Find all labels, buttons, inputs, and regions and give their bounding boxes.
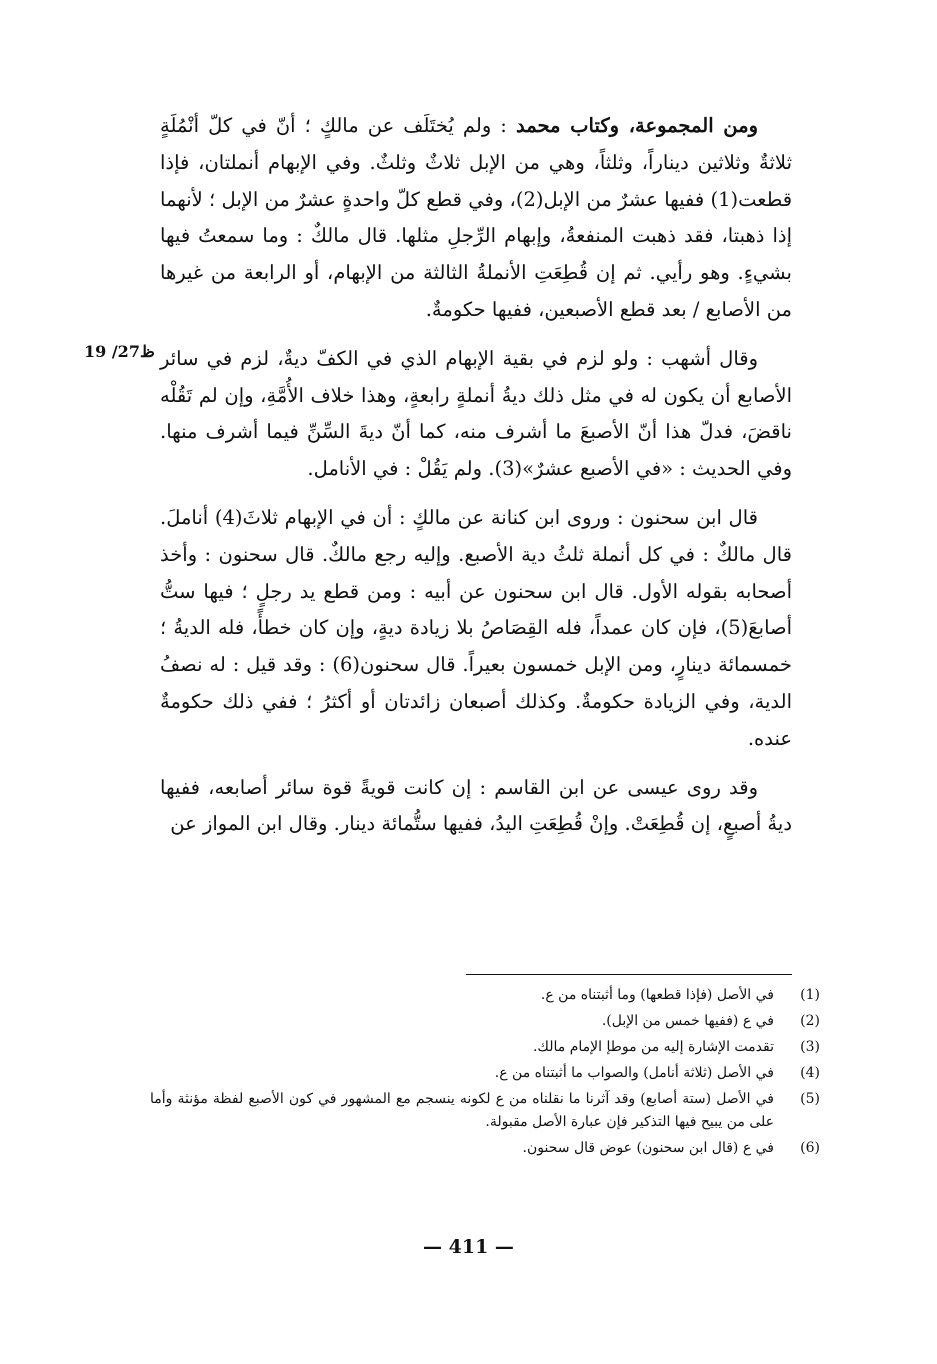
footnote-number: (6) [800, 1140, 820, 1156]
footnote-number: (1) [800, 987, 820, 1003]
page-number: — 411 — [423, 1236, 514, 1258]
footnote-text: تقدمت الإشارة إليه من موطإ الإمام مالك. [532, 1039, 774, 1055]
footnotes [150, 984, 820, 1163]
footnote [150, 1137, 820, 1160]
paragraph-2 [160, 341, 792, 488]
paragraph-text: وقد روى عيسى عن ابن القاسم : إن كانت قويةً قوة سائر أصابعه، ففيها ديةُ أصبعٍ، إن قُطِعَتْ. وإنْ قُطِعَتِ اليدُ، ففيها ستُّمائة دينار. وقال ابن المواز عن [160, 775, 792, 836]
footnote [150, 1088, 820, 1134]
footnote-number: (2) [800, 1013, 820, 1029]
paragraph-lead: ومن المجموعة، وكتاب محمد [515, 114, 759, 137]
paragraph-text: : ولم يُختَلَف عن مالكٍ ؛ أنّ في كلّ أنْمُلَةٍ ثلاثةٌ وثلاثين ديناراً، وثلثاً، وهي من الإبل ثلاثٌ وثلثٌ. وفي الإبهام أنملتان، فإذا قطعت(1) ففيها عشرٌ من الإبل(2)، وفي قطع كلّ واحدةٍ عشرٌ من الإبل ؛ لأنهما إذا ذهبتا، فقد ذهبت المنفعةُ، وإبهام الرِّجلِ مثلها. قال مالكٌ : وما سمعتُ فيها بشيءٍ. وهو رأيي. ثم إن قُطِعَتِ الأنملةُ الثالثة من الإبهام، أو الرابعة من غيرها من الأصابع / بعد قطع الأصبعين، ففيها حكومةٌ. [160, 114, 793, 321]
paragraph-text: قال ابن سحنون : وروى ابن كنانة عن مالكٍ : أن في الإبهام ثلاثَ(4) أناملَ. قال مالكٌ : في كل أنملة ثلثُ دية الأصبع. وإليه رجع مالكٌ. قال سحنون : وأخذ أصحابه بقوله الأول. قال ابن سحنون عن أبيه : ومن قطع يد رجلٍ ؛ فيها ستُّ أصابعَ(5)، فإن كان عمداً، فله القِصَاصُ بلا زيادة ديةٍ، وإن كان خطأً، فله الديةُ ؛ خمسمائة دينارٍ، ومن الإبل خمسون بعيراً. قال سحنون(6) : وقد قيل : له نصفُ الدية، وفي الزيادة حكومةٌ. وكذلك أصبعان زائدتان أو أكثرُ ؛ ففي ذلك حكومةٌ عنده. [160, 505, 792, 750]
manuscript-folio-note: 19 /27ظ [84, 342, 155, 361]
footnote [150, 984, 820, 1007]
footnote-number: (5) [800, 1091, 820, 1107]
footnote [150, 1010, 820, 1033]
footnote-number: (4) [800, 1065, 820, 1081]
footnote-divider [466, 974, 792, 975]
main-text [160, 108, 792, 855]
paragraph-1 [160, 108, 792, 329]
footnote-text: في الأصل (ستة أصابع) وقد آثرنا ما نقلناه من ع لكونه ينسجم مع المشهور في كون الأصبع لفظة مؤنثة وأما على من يبيح فيها التذكير فإن عبارة الأصل مقبولة. [150, 1091, 775, 1130]
paragraph-text: وقال أشهب : ولو لزم في بقية الإبهام الذي في الكفّ ديةٌ، لزم في سائر الأصابع أن يكون له في مثل ذلك ديةُ أنملةٍ رابعةٍ، وهذا خلاف الأُمَّةِ، وإن لم تَقُلْه ناقضَ، فدلّ هذا أنّ الأصبعَ ما أشرف منه، كما أنّ ديةَ السِّنِّ فيما أشرف منها. وفي الحديث : «في الأصبع عشرٌ»(3). ولم يَقُلْ : في الأنامل. [160, 346, 792, 481]
footnote-text: في الأصل (ثلاثة أنامل) والصواب ما أثبتناه من ع. [494, 1065, 774, 1081]
footnote [150, 1036, 820, 1059]
footnote-text: في الأصل (فإذا قطعها) وما أثبتناه من ع. [540, 987, 774, 1003]
footnote [150, 1062, 820, 1085]
footnote-text: في ع (قال ابن سحنون) عوض قال سحنون. [522, 1140, 774, 1156]
paragraph-4 [160, 770, 792, 844]
paragraph-3 [160, 500, 792, 758]
footnote-text: في ع (ففيها خمس من الإبل). [601, 1013, 774, 1029]
footnote-number: (3) [800, 1039, 820, 1055]
